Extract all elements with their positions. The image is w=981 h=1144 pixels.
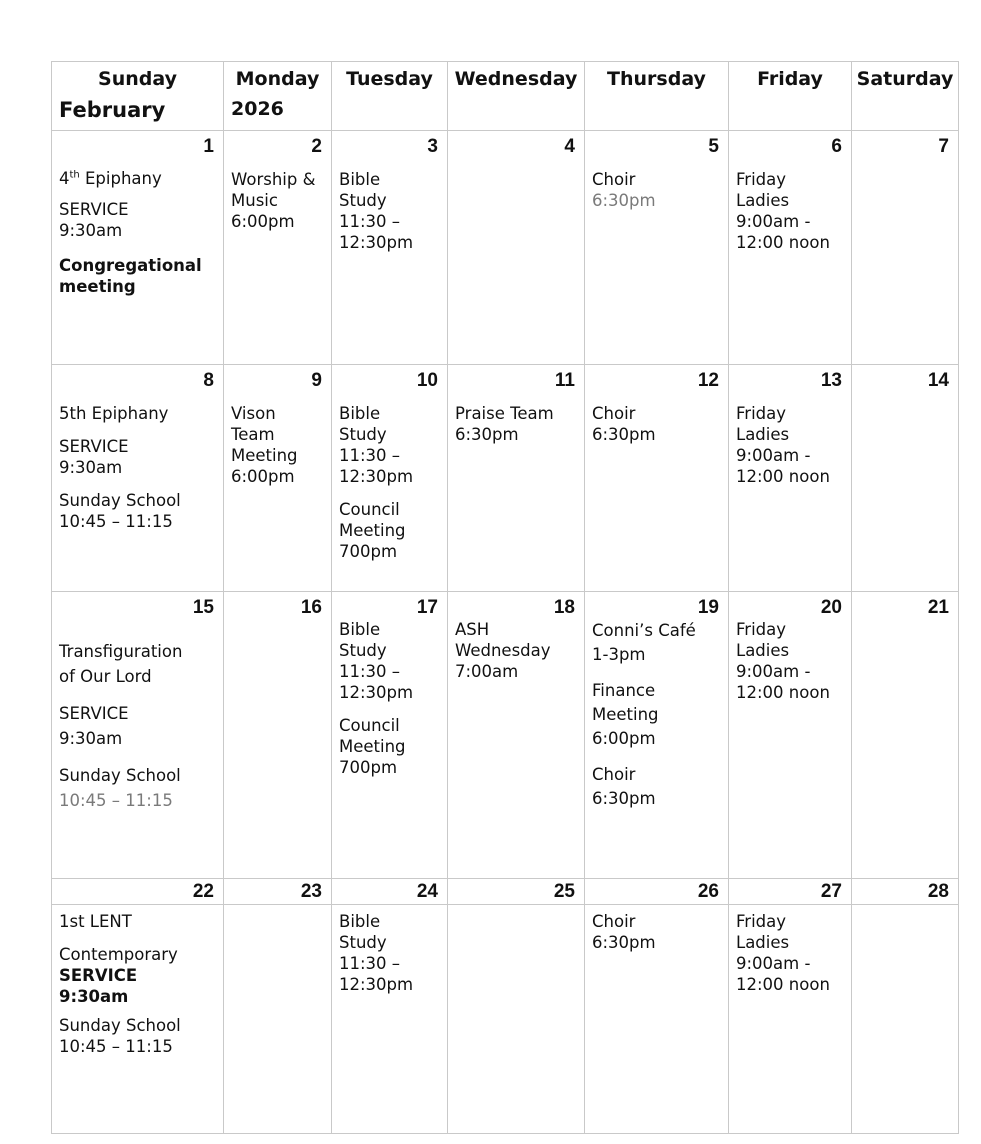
event-entry: Praise Team 6:30pm	[455, 404, 554, 444]
event-entry: SERVICE 9:30am	[59, 437, 129, 477]
day-cell	[585, 905, 729, 1134]
day-cell	[52, 592, 224, 879]
day-number: 21	[927, 597, 949, 618]
week-number-row	[52, 879, 959, 905]
day-cell	[52, 879, 224, 905]
event-entry: SERVICE 9:30am	[59, 704, 129, 748]
day-cell	[52, 365, 224, 592]
day-events	[52, 168, 223, 297]
day-cell	[852, 879, 959, 905]
day-cell	[729, 131, 852, 365]
header-saturday	[852, 62, 959, 131]
day-cell	[585, 879, 729, 905]
day-cell	[448, 131, 585, 365]
day-events	[224, 169, 331, 232]
day-number: 11	[554, 370, 575, 391]
day-cell	[729, 905, 852, 1134]
day-name-wednesday: Wednesday	[454, 68, 578, 90]
event-entry: Council Meeting 700pm	[339, 500, 406, 561]
event-entry: Choir 6:30pm	[592, 765, 656, 808]
day-number: 23	[300, 881, 322, 902]
day-number: 14	[927, 370, 949, 391]
event-entry: Conni’s Café 1-3pm	[592, 621, 696, 664]
header-wednesday	[448, 62, 585, 131]
event-entry: SERVICE 9:30am	[59, 200, 129, 240]
day-number: 18	[553, 597, 575, 618]
event-entry	[59, 168, 219, 189]
event-entry: Friday Ladies 9:00am - 12:00 noon	[736, 912, 830, 994]
event-entry: Contemporary	[59, 945, 178, 964]
day-cell	[224, 131, 332, 365]
day-cell	[224, 905, 332, 1134]
day-number: 5	[708, 136, 719, 157]
day-cell	[224, 592, 332, 879]
day-cell	[585, 365, 729, 592]
day-number: 22	[192, 881, 214, 902]
event-entry: 6:30pm	[592, 191, 656, 210]
day-events	[448, 619, 584, 682]
day-events	[52, 403, 223, 532]
day-number: 24	[416, 881, 438, 902]
event-entry: Bible Study 11:30 – 12:30pm	[339, 170, 414, 252]
day-cell	[332, 365, 448, 592]
header-monday	[224, 62, 332, 131]
event-superscript: th	[69, 169, 80, 181]
event-entry: Friday Ladies 9:00am - 12:00 noon	[736, 170, 830, 252]
year-label: 2026	[231, 98, 284, 120]
day-number: 17	[416, 597, 438, 618]
day-number: 2	[311, 136, 322, 157]
day-cell	[52, 905, 224, 1134]
day-cell	[852, 365, 959, 592]
day-events	[224, 403, 331, 487]
event-entry: Choir 6:30pm	[592, 404, 656, 444]
event-entry: SERVICE 9:30am	[59, 966, 138, 1006]
day-cell	[332, 905, 448, 1134]
event-entry: Congregational meeting	[59, 256, 202, 296]
day-cell	[224, 879, 332, 905]
event-entry: ASH Wednesday 7:00am	[455, 620, 551, 681]
event-entry: Choir	[592, 170, 636, 189]
day-number: 6	[831, 136, 842, 157]
event-entry: Friday Ladies 9:00am - 12:00 noon	[736, 404, 830, 486]
day-events	[332, 619, 447, 778]
day-events	[729, 169, 851, 253]
day-cell	[448, 592, 585, 879]
header-row	[52, 62, 959, 131]
day-events	[52, 639, 223, 813]
day-number: 27	[820, 881, 842, 902]
day-cell	[729, 592, 852, 879]
event-text: 4	[59, 169, 70, 188]
day-cell	[448, 905, 585, 1134]
day-cell	[448, 879, 585, 905]
event-entry: Sunday School 10:45 – 11:15	[59, 1016, 181, 1056]
event-entry: 5th Epiphany	[59, 404, 169, 423]
day-cell	[729, 879, 852, 905]
day-cell	[585, 131, 729, 365]
day-number: 28	[927, 881, 949, 902]
day-cell	[585, 592, 729, 879]
day-events	[52, 911, 223, 1057]
day-number: 3	[427, 136, 438, 157]
day-number: 4	[564, 136, 575, 157]
day-events	[585, 619, 728, 811]
header-thursday	[585, 62, 729, 131]
day-name-tuesday: Tuesday	[346, 68, 433, 90]
day-number: 7	[938, 136, 949, 157]
event-entry: Transfiguration of Our Lord	[59, 642, 183, 686]
event-entry: 10:45 – 11:15	[59, 791, 173, 810]
day-cell	[332, 592, 448, 879]
event-entry: 1st LENT	[59, 912, 132, 931]
day-cell	[52, 131, 224, 365]
header-sunday	[52, 62, 224, 131]
event-entry: Finance Meeting 6:00pm	[592, 681, 659, 748]
week-row	[52, 592, 959, 879]
day-cell	[852, 131, 959, 365]
day-events	[729, 403, 851, 487]
day-number: 8	[203, 370, 214, 391]
event-entry: Bible Study 11:30 – 12:30pm	[339, 912, 414, 994]
day-number: 15	[192, 597, 214, 618]
day-cell	[332, 879, 448, 905]
day-cell	[448, 365, 585, 592]
event-entry: Bible Study 11:30 – 12:30pm	[339, 620, 414, 702]
day-number: 25	[553, 881, 575, 902]
event-entry: Vison Team Meeting 6:00pm	[231, 404, 298, 486]
calendar-grid	[51, 61, 959, 1134]
day-name-sunday: Sunday	[98, 68, 177, 90]
week-row	[52, 131, 959, 365]
day-number: 12	[697, 370, 719, 391]
day-name-thursday: Thursday	[607, 68, 706, 90]
day-events	[729, 619, 851, 703]
week-row	[52, 365, 959, 592]
day-number: 19	[697, 597, 719, 618]
day-name-saturday: Saturday	[856, 68, 954, 90]
day-events	[332, 911, 447, 995]
day-name-friday: Friday	[757, 68, 823, 90]
day-events	[729, 911, 851, 995]
day-events	[332, 403, 447, 562]
day-number: 9	[311, 370, 322, 391]
header-tuesday	[332, 62, 448, 131]
day-events	[585, 911, 728, 953]
day-events	[332, 169, 447, 253]
day-number: 1	[203, 136, 214, 157]
event-entry: Bible Study 11:30 – 12:30pm	[339, 404, 414, 486]
day-cell	[224, 365, 332, 592]
day-cell	[729, 365, 852, 592]
event-text: Epiphany	[79, 169, 162, 188]
month-label: February	[59, 98, 166, 122]
header-friday	[729, 62, 852, 131]
day-events	[585, 169, 728, 211]
day-events	[585, 403, 728, 445]
day-number: 26	[697, 881, 719, 902]
week-row	[52, 905, 959, 1134]
event-entry: Worship & Music 6:00pm	[231, 170, 316, 231]
day-number: 13	[820, 370, 842, 391]
day-number: 10	[416, 370, 438, 391]
event-entry: Sunday School	[59, 766, 181, 785]
event-entry: Council Meeting 700pm	[339, 716, 406, 777]
day-cell	[852, 592, 959, 879]
event-entry: Choir 6:30pm	[592, 912, 656, 952]
day-name-monday: Monday	[235, 68, 320, 90]
day-number: 20	[820, 597, 842, 618]
day-cell	[332, 131, 448, 365]
day-cell	[852, 905, 959, 1134]
event-entry: Sunday School 10:45 – 11:15	[59, 491, 181, 531]
event-entry: Friday Ladies 9:00am - 12:00 noon	[736, 620, 830, 702]
day-number: 16	[300, 597, 322, 618]
day-events	[448, 403, 584, 445]
